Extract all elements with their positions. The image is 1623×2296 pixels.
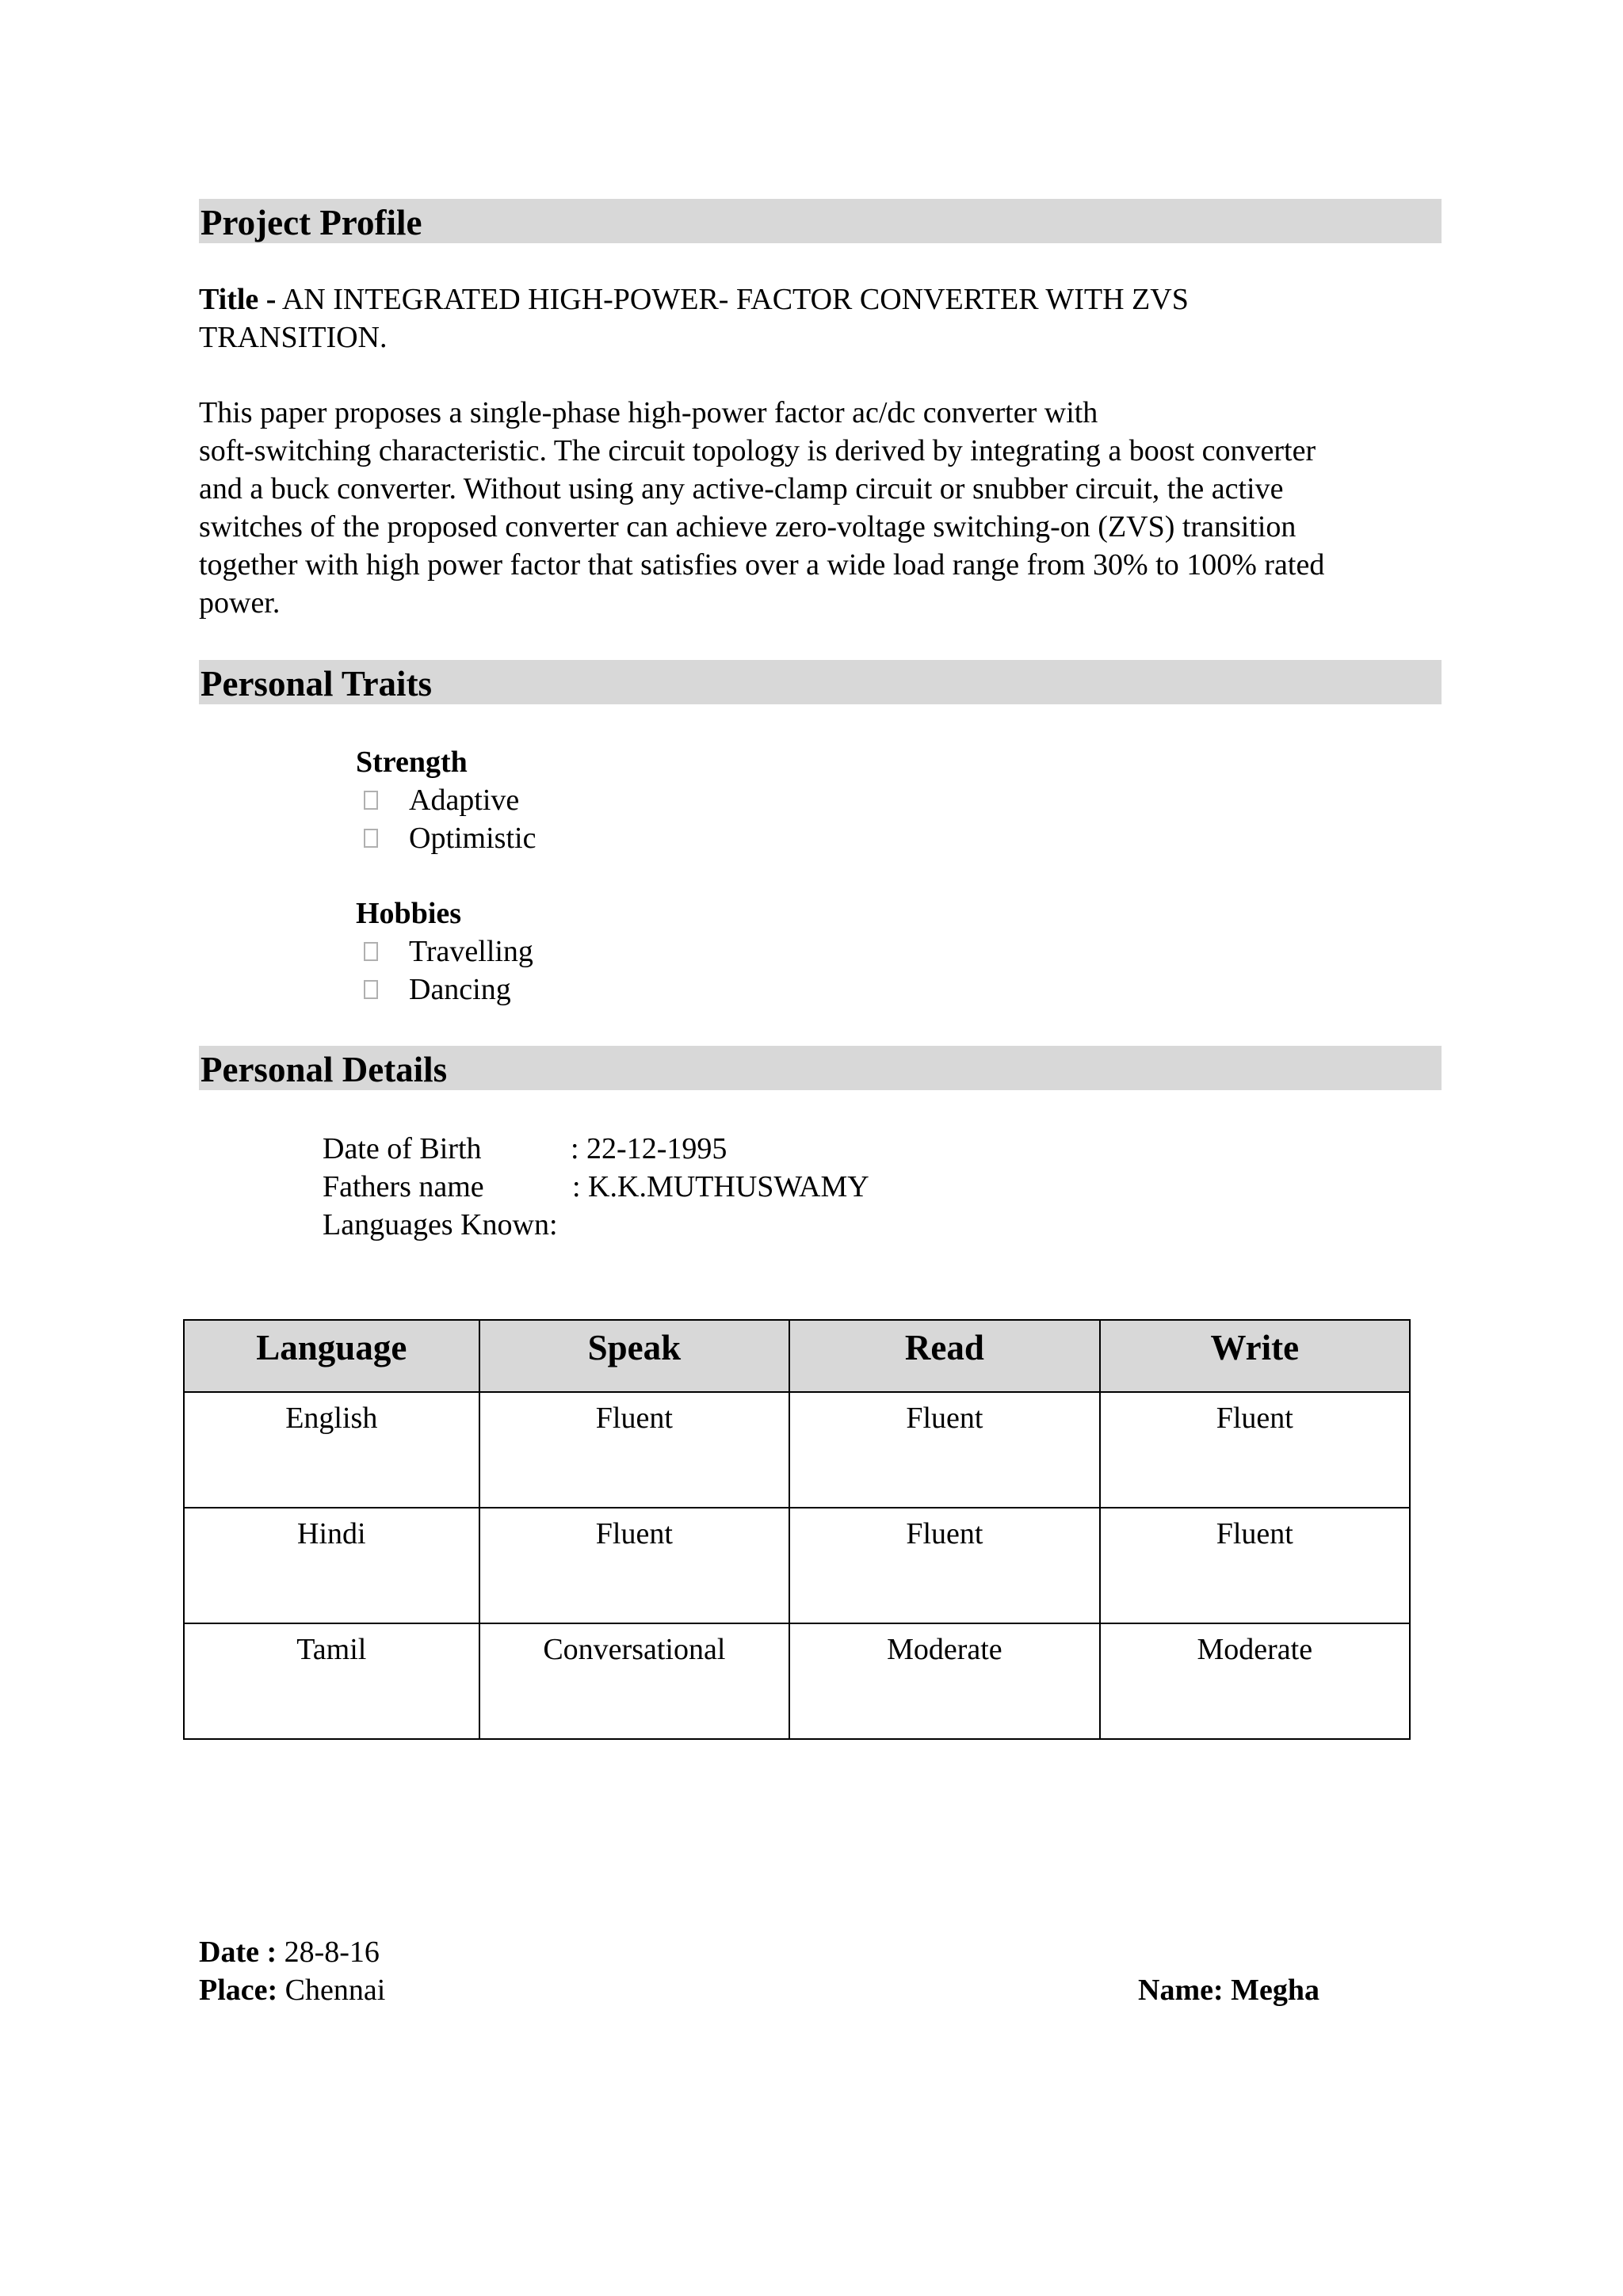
column-header: Language bbox=[184, 1320, 479, 1392]
project-title-line2: TRANSITION. bbox=[199, 321, 388, 354]
place-value: Chennai bbox=[285, 1974, 386, 2007]
table-cell: Fluent bbox=[479, 1508, 790, 1623]
column-header: Write bbox=[1100, 1320, 1410, 1392]
father-label: Fathers name bbox=[323, 1170, 484, 1203]
strength-item: Optimistic bbox=[409, 822, 537, 855]
column-header: Read bbox=[789, 1320, 1099, 1392]
description-line: switches of the proposed converter can achieve zero-voltage switching-on (ZVS) transition bbox=[199, 510, 1296, 543]
hobby-item: Dancing bbox=[409, 973, 511, 1006]
description-line: This paper proposes a single-phase high-power factor ac/dc converter with bbox=[199, 396, 1098, 429]
dob-value: : 22-12-1995 bbox=[571, 1132, 727, 1165]
table-cell: Conversational bbox=[479, 1623, 790, 1739]
hobbies-label: Hobbies bbox=[356, 897, 462, 930]
table-cell: Fluent bbox=[479, 1392, 790, 1508]
table-cell: Tamil bbox=[184, 1623, 479, 1739]
hobby-item: Travelling bbox=[409, 935, 533, 968]
table-cell: Fluent bbox=[789, 1392, 1099, 1508]
description-line: and a buck converter. Without using any active-clamp circuit or snubber circuit, the active bbox=[199, 472, 1284, 505]
section-heading-personal-traits: Personal Traits bbox=[199, 660, 1442, 704]
languages-table bbox=[183, 1319, 1411, 1740]
name-label: Name: bbox=[1138, 1974, 1224, 2007]
dob-label: Date of Birth bbox=[323, 1132, 482, 1165]
table-cell: Moderate bbox=[789, 1623, 1099, 1739]
table-cell: Fluent bbox=[1100, 1508, 1410, 1623]
checkbox-bullet-icon bbox=[364, 829, 378, 848]
checkbox-bullet-icon bbox=[364, 942, 378, 961]
project-title-label: Title - bbox=[199, 283, 277, 316]
project-title-value: AN INTEGRATED HIGH-POWER- FACTOR CONVERTER WITH ZVS bbox=[281, 283, 1189, 316]
section-heading-personal-details: Personal Details bbox=[199, 1046, 1442, 1090]
project-description bbox=[199, 394, 1451, 622]
table-cell: Moderate bbox=[1100, 1623, 1410, 1739]
footer-place bbox=[199, 1971, 385, 2009]
languages-known-label: Languages Known: bbox=[323, 1208, 558, 1241]
description-line: power. bbox=[199, 586, 281, 620]
date-label: Date : bbox=[199, 1936, 277, 1969]
table-cell: Fluent bbox=[1100, 1392, 1410, 1508]
footer-date bbox=[199, 1933, 380, 1971]
table-cell: Fluent bbox=[789, 1508, 1099, 1623]
father-value: : K.K.MUTHUSWAMY bbox=[572, 1170, 869, 1203]
description-line: together with high power factor that satisfies over a wide load range from 30% to 100% rated bbox=[199, 548, 1325, 582]
description-line: soft-switching characteristic. The circuit topology is derived by integrating a boost converter bbox=[199, 434, 1316, 467]
name-value: Megha bbox=[1231, 1974, 1319, 2007]
checkbox-bullet-icon bbox=[364, 980, 378, 999]
footer-name bbox=[1138, 1971, 1319, 2009]
table-row bbox=[184, 1623, 1410, 1739]
date-value: 28-8-16 bbox=[284, 1936, 380, 1969]
place-label: Place: bbox=[199, 1974, 278, 2007]
column-header: Speak bbox=[479, 1320, 790, 1392]
table-row bbox=[184, 1392, 1410, 1508]
checkbox-bullet-icon bbox=[364, 791, 378, 810]
table-cell: Hindi bbox=[184, 1508, 479, 1623]
strength-item: Adaptive bbox=[409, 784, 520, 817]
section-heading-project-profile: Project Profile bbox=[199, 199, 1442, 243]
table-header-row bbox=[184, 1320, 1410, 1392]
table-row bbox=[184, 1508, 1410, 1623]
table-cell: English bbox=[184, 1392, 479, 1508]
strength-label: Strength bbox=[356, 746, 468, 779]
project-title-line1 bbox=[199, 280, 1189, 318]
